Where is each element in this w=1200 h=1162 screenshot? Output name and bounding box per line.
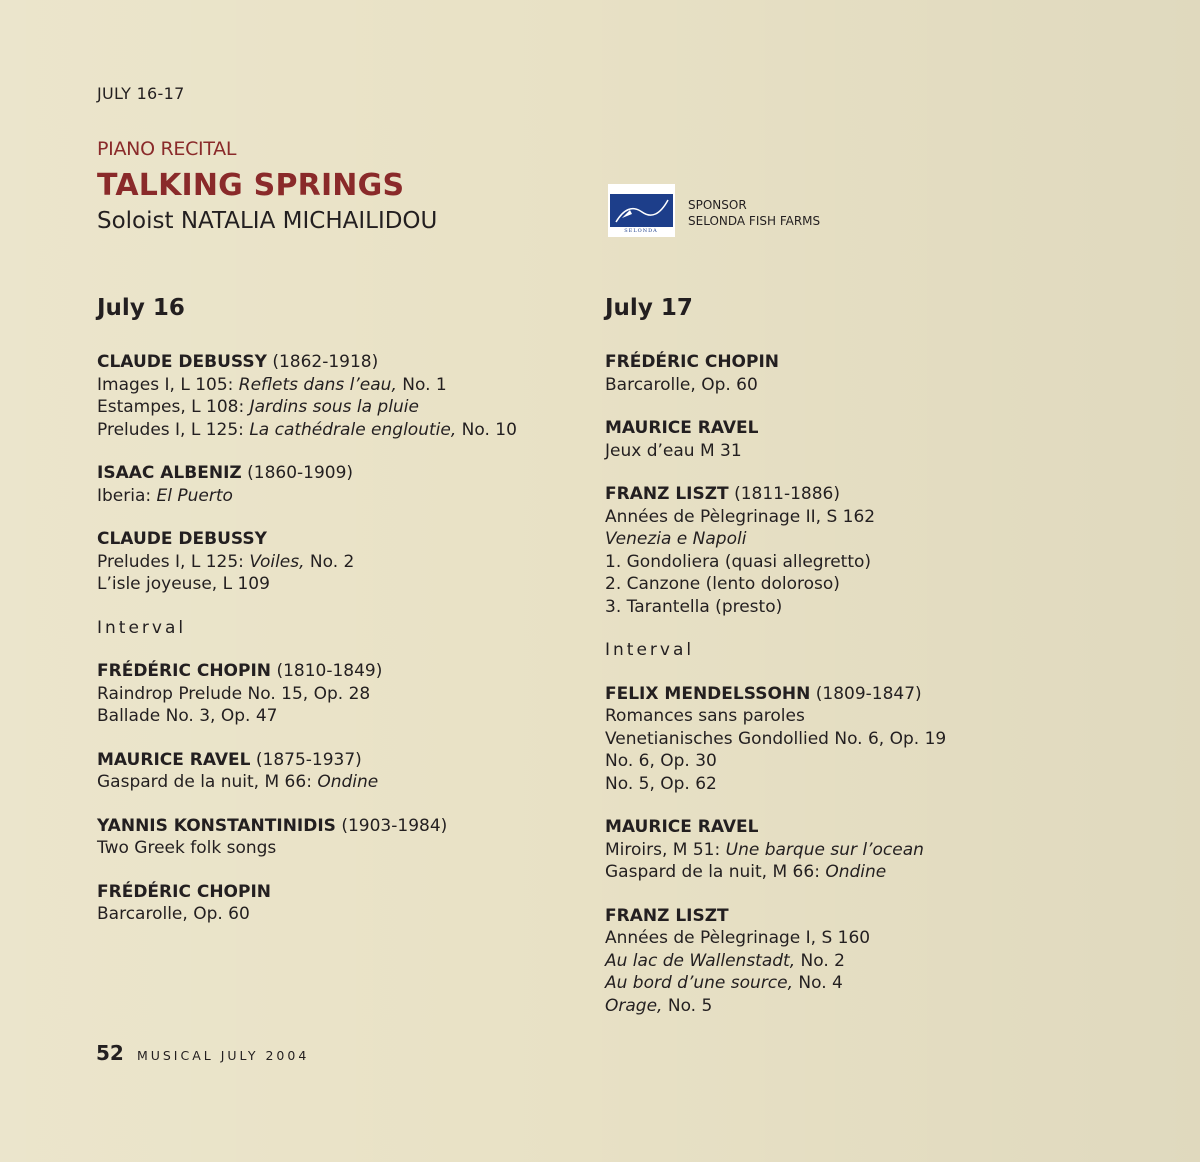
work-text: Two Greek folk songs [97,838,277,858]
magazine-title: MUSICAL JULY 2004 [136,1048,310,1063]
work-text: Estampes, L 108: [97,397,250,417]
work-text: No. 5, Op. 62 [605,773,717,794]
program-list [605,351,1065,1017]
work-text: Miroirs, M 51: [605,839,726,860]
work-line [605,773,1065,796]
composer-heading [97,881,557,904]
composer-years: (1809-1847) [815,683,922,704]
work-title: El Puerto [156,485,233,506]
composer-years: (1810-1849) [276,661,383,681]
composer-block [97,351,557,441]
soloist-line: Soloist NATALIA MICHAILIDOU [97,208,438,234]
work-text: Années de Pèlegrinage II, S 162 [605,506,876,527]
day-title: July 16 [97,295,185,321]
composer-name: FRÉDÉRIC CHOPIN [97,661,272,681]
work-line [605,440,1065,463]
work-text: 2. Canzone (lento doloroso) [605,574,840,594]
composer-block [605,905,1065,1018]
composer-block [605,816,1065,884]
work-line [97,903,557,926]
work-title: Au lac de Wallenstadt, [605,950,796,971]
work-line [97,551,557,574]
work-line [605,950,1065,973]
composer-block [97,749,557,794]
work-line [605,528,1065,551]
composer-name: CLAUDE DEBUSSY [97,529,267,549]
work-line [97,771,557,794]
work-line [605,728,1065,751]
composer-name: FRÉDÉRIC CHOPIN [97,881,272,902]
work-text: No. 1 [396,374,447,395]
composer-heading [97,660,557,683]
composer-block [605,351,1065,396]
composer-name: MAURICE RAVEL [97,749,251,770]
work-text: Preludes I, L 125: [97,551,250,572]
work-title: Ondine [317,772,379,792]
work-line [605,972,1065,995]
work-title: Jardins sous la pluie [249,397,419,417]
composer-heading [97,749,557,772]
work-line [97,705,557,728]
work-line [97,683,557,706]
logo-panel [610,194,673,227]
event-category: PIANO RECITAL [97,138,237,160]
interval-label: Interval [605,640,695,660]
work-text: 3. Tarantella (presto) [605,596,783,617]
composer-years: (1875-1937) [255,749,362,770]
work-line [605,573,1065,596]
composer-block [97,462,557,507]
work-text: No. 10 [456,419,517,440]
composer-name: MAURICE RAVEL [605,418,759,438]
work-line [97,419,557,442]
event-dates: JULY 16-17 [97,84,185,103]
sponsor-info [688,197,820,229]
composer-name: FELIX MENDELSSOHN [605,683,811,704]
composer-block [605,683,1065,796]
event-title: TALKING SPRINGS [97,168,405,203]
page-number: 52 [96,1041,124,1065]
work-text: No. 2 [304,551,355,572]
work-text: Venetianisches Gondollied No. 6, Op. 19 [605,728,947,749]
program-list [97,351,557,926]
composer-years: (1903-1984) [341,815,448,836]
composer-heading [605,351,1065,374]
work-text: Romances sans paroles [605,706,805,726]
composer-heading [97,815,557,838]
work-text: 1. Gondoliera (quasi allegretto) [605,551,872,572]
composer-block [97,660,557,728]
composer-years: (1862-1918) [272,352,379,372]
composer-name: ISAAC ALBENIZ [97,463,242,483]
interval-label: Interval [97,617,187,638]
composer-block [605,417,1065,462]
work-line [605,927,1065,950]
composer-years: (1811-1886) [734,484,841,504]
program-day-2 [605,293,1065,1038]
work-title: Ondine [825,862,887,882]
logo-wordmark: SELONDA [624,228,658,234]
work-text: Ballade No. 3, Op. 47 [97,706,278,726]
composer-block [97,881,557,926]
composer-name: FRÉDÉRIC CHOPIN [605,352,780,372]
work-line [605,861,1065,884]
work-text: No. 5 [662,995,713,1016]
work-line [97,485,557,508]
work-line [605,596,1065,619]
work-title: Venezia e Napoli [605,529,747,549]
work-line [605,839,1065,862]
work-text: Barcarolle, Op. 60 [605,374,758,395]
day-title: July 17 [605,295,693,321]
work-text: Gaspard de la nuit, M 66: [605,862,826,882]
composer-name: FRANZ LISZT [605,905,729,926]
work-title: Reflets dans l’eau, [238,374,397,395]
composer-heading [97,528,557,551]
work-text: Années de Pèlegrinage I, S 160 [605,928,871,948]
work-line [605,705,1065,728]
work-title: La cathédrale engloutie, [249,419,457,440]
work-text: Jeux d’eau M 31 [605,440,742,461]
composer-heading [605,417,1065,440]
composer-block [97,815,557,860]
work-line [605,995,1065,1018]
selonda-logo-graphic [608,184,675,237]
work-text: No. 4 [793,973,843,993]
work-line [97,374,557,397]
work-line [605,374,1065,397]
work-text: Preludes I, L 125: [97,419,250,440]
composer-name: CLAUDE DEBUSSY [97,352,267,372]
composer-heading [97,462,557,485]
page-footer [96,1041,309,1065]
work-line [97,837,557,860]
composer-name: FRANZ LISZT [605,484,729,504]
work-text: No. 2 [795,950,845,971]
composer-heading [605,483,1065,506]
work-text: No. 6, Op. 30 [605,751,717,771]
composer-heading [605,905,1065,928]
work-title: Orage, [605,995,663,1016]
composer-name: YANNIS KONSTANTINIDIS [97,815,336,836]
sponsor-name: SELONDA FISH FARMS [688,214,821,228]
work-text: L’isle joyeuse, L 109 [97,574,270,594]
work-text: Raindrop Prelude No. 15, Op. 28 [97,683,371,704]
composer-heading [97,351,557,374]
work-line [97,573,557,596]
composer-block [605,483,1065,618]
work-title: Au bord d’une source, [605,973,794,993]
work-text: Gaspard de la nuit, M 66: [97,772,318,792]
work-title: Une barque sur l’ocean [725,839,924,860]
composer-block [97,528,557,596]
work-line [605,506,1065,529]
work-text: Images I, L 105: [97,374,239,395]
work-line [605,551,1065,574]
work-line [97,396,557,419]
work-text: Iberia: [97,485,157,506]
sponsor-logo [608,184,675,237]
composer-name: MAURICE RAVEL [605,817,759,837]
sponsor-label: SPONSOR [688,198,747,212]
composer-heading [605,816,1065,839]
composer-years: (1860-1909) [247,463,354,483]
work-line [605,750,1065,773]
work-text: Barcarolle, Op. 60 [97,904,250,924]
composer-heading [605,683,1065,706]
work-title: Voiles, [249,551,305,572]
program-day-1 [97,293,557,947]
